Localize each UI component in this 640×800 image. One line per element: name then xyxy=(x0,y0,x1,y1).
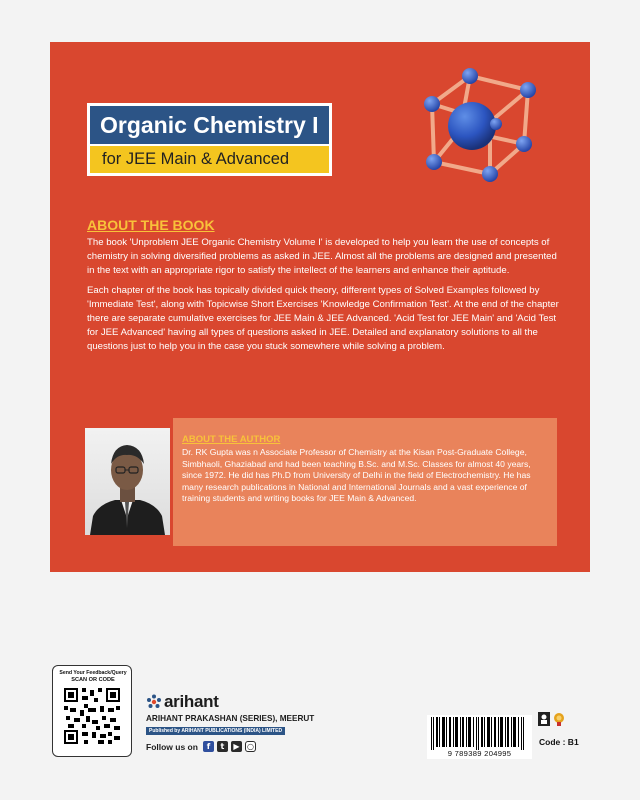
youtube-icon[interactable]: ▶ xyxy=(231,741,242,752)
molecule-illustration xyxy=(410,62,550,192)
publisher-name: ARIHANT PRAKASHAN (SERIES), MEERUT xyxy=(146,714,315,723)
about-author-heading: ABOUT THE AUTHOR xyxy=(182,434,281,445)
author-photo xyxy=(85,428,170,535)
book-title xyxy=(87,103,332,147)
qr-code-icon xyxy=(64,688,120,744)
isbn-number: 9 789389 204995 xyxy=(447,749,512,758)
book-title-text: Organic Chemistry I xyxy=(100,111,319,138)
about-book-body xyxy=(87,236,562,360)
instagram-icon[interactable]: ○ xyxy=(245,741,256,752)
arihant-logo-icon xyxy=(146,694,162,710)
published-by-banner: Published by ARIHANT PUBLICATIONS (INDIA) LIMITED xyxy=(146,727,285,735)
about-book-paragraph: Each chapter of the book has topically divided quick theory, different types of Solved Examples followed by 'Immediate Test', along with Topicwise Short Exercises 'Knowledge Confirmation Test'. At the end of the chapter there are separate cumulative exercises for JEE Main & JEE Advanced. 'Acid Test for JEE Main' and 'Acid Test for JEE Advanced' having all types of questions asked in JEE. Detailed and explanatory solutions to all the questions just to help you in the case you stuck somewhere while solving a problem. xyxy=(87,285,559,352)
about-book-heading: ABOUT THE BOOK xyxy=(87,217,215,233)
book-subtitle xyxy=(87,146,332,176)
feedback-caption-line2: SCAN OR CODE xyxy=(71,677,115,683)
age-badges xyxy=(538,712,565,726)
book-subtitle-text: for JEE Main & Advanced xyxy=(102,150,290,168)
reader-badge-icon xyxy=(538,712,550,726)
brand-name: arihant xyxy=(164,692,219,711)
twitter-icon[interactable]: t xyxy=(217,741,228,752)
about-book-paragraph: The book 'Unproblem JEE Organic Chemistry Volume I' is developed to help you learn the use of concepts of chemistry in solving diversified problems as asked in JEE. Almost all the problems are designed and presented in the text with an appropriate rigor to satisfy the intellect of the learners and enhance their aptitude. xyxy=(87,237,557,276)
author-portrait-icon xyxy=(85,428,170,535)
publisher-logo xyxy=(146,692,219,712)
feedback-qr-card[interactable] xyxy=(52,665,132,757)
award-badge-icon xyxy=(553,712,565,726)
product-code: Code : B1 xyxy=(539,737,579,747)
feedback-caption-line1: Send Your Feedback/Query xyxy=(59,670,127,676)
follow-label: Follow us on xyxy=(146,741,198,752)
facebook-icon[interactable]: f xyxy=(203,741,214,752)
about-author-body: Dr. RK Gupta was n Associate Professor of Chemistry at the Kisan Post-Graduate College, Simbhaoli, Ghaziabad and had been teaching B.Sc. and M.Sc. Classes for almost 40 years, since 1972. He did has Ph.D from University of Delhi in the field of Electrochemistry. He has many research publications in National and International Journals and a vast experience of training students and writing books for JEE Main & Advanced. xyxy=(182,447,531,504)
follow-us-row xyxy=(146,741,256,752)
